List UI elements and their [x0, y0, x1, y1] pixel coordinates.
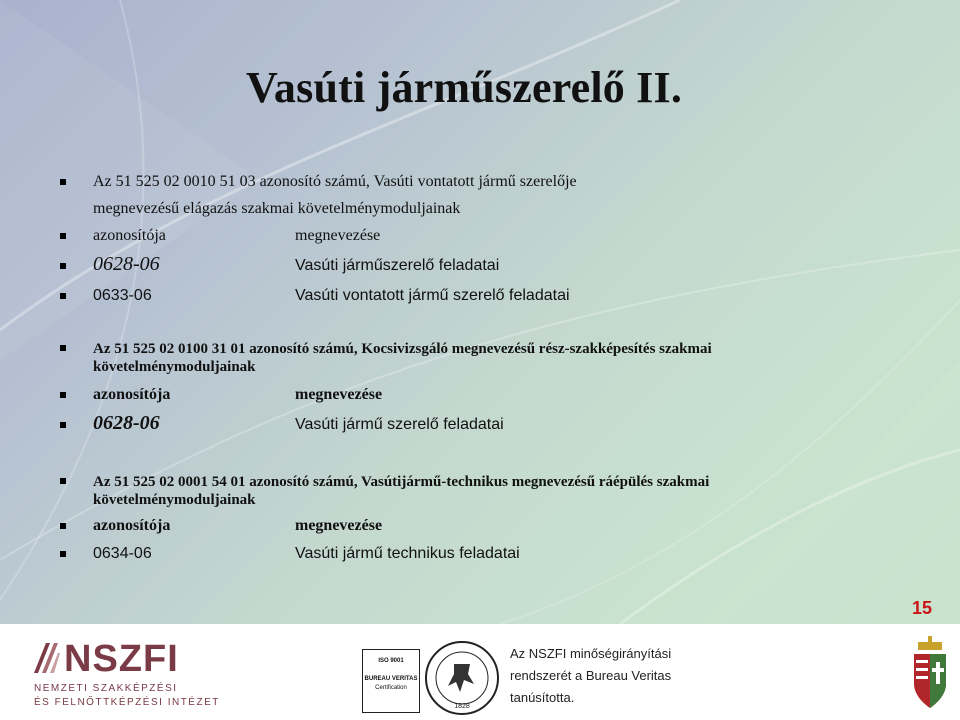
header-id: azonosítója — [93, 517, 171, 534]
nszfi-subtitle-2: ÉS FELNŐTTKÉPZÉSI INTÉZET — [34, 697, 220, 708]
page-number: 15 — [912, 598, 933, 618]
module-name: Vasúti vontatott jármű szerelő feladatai — [295, 287, 570, 304]
module-name: Vasúti jármű szerelő feladatai — [295, 416, 504, 433]
section-2-row-1 — [60, 413, 920, 437]
iso-certificate-badge — [362, 649, 420, 713]
iso-line-2: BUREAU VERITAS — [364, 676, 418, 682]
hungarian-coat-of-arms-icon — [908, 636, 952, 716]
square-bullet-icon — [60, 179, 66, 185]
header-id: azonosítója — [93, 227, 166, 244]
iso-line-3: Certification — [375, 685, 407, 691]
module-code: 0633-06 — [93, 287, 152, 304]
header-name: megnevezése — [295, 227, 381, 244]
module-name: Vasúti jármű technikus feladatai — [295, 545, 520, 562]
module-name: Vasúti járműszerelő feladatai — [295, 257, 500, 274]
square-bullet-icon — [60, 551, 66, 557]
square-bullet-icon — [60, 523, 66, 529]
section-1-row-1 — [60, 254, 920, 278]
quality-text-3: tanúsította. — [510, 690, 575, 705]
section-2-intro-cont: követelménymoduljainak — [93, 359, 256, 375]
bureau-veritas-seal-icon — [424, 640, 500, 716]
square-bullet-icon — [60, 345, 66, 351]
square-bullet-icon — [60, 263, 66, 269]
nszfi-logo-text: NSZFI — [64, 638, 179, 680]
nszfi-logo-icon — [32, 639, 62, 675]
square-bullet-icon — [60, 233, 66, 239]
section-3-intro: Az 51 525 02 0001 54 01 azonosító számú, Vasútijármű-technikus megnevezésű ráépülés szakmai — [93, 474, 710, 490]
iso-line-1: ISO 9001 — [378, 658, 404, 664]
square-bullet-icon — [60, 478, 66, 484]
header-name: megnevezése — [295, 386, 383, 403]
section-1-intro: Az 51 525 02 0010 51 03 azonosító számú, Vasúti vontatott jármű szerelője — [93, 173, 577, 190]
quality-text-1: Az NSZFI minőségirányítási — [510, 646, 672, 661]
quality-text-2: rendszerét a Bureau Veritas — [510, 668, 672, 683]
module-code: 0628-06 — [93, 412, 160, 434]
bv-year: 1828 — [454, 703, 470, 710]
nszfi-subtitle-1: NEMZETI SZAKKÉPZÉSI — [34, 683, 178, 694]
slide-title: Vasúti járműszerelő II. — [246, 63, 683, 112]
section-1-intro-cont: megnevezésű elágazás szakmai követelménymoduljainak — [93, 200, 461, 217]
square-bullet-icon — [60, 392, 66, 398]
module-code: 0628-06 — [93, 253, 160, 275]
section-3-intro-cont: követelménymoduljainak — [93, 492, 256, 508]
header-id: azonosítója — [93, 386, 171, 403]
section-2-intro: Az 51 525 02 0100 31 01 azonosító számú, Kocsivizsgáló megnevezésű rész-szakképesítés szakmai — [93, 341, 712, 357]
square-bullet-icon — [60, 293, 66, 299]
square-bullet-icon — [60, 422, 66, 428]
header-name: megnevezése — [295, 517, 383, 534]
module-code: 0634-06 — [93, 545, 152, 562]
